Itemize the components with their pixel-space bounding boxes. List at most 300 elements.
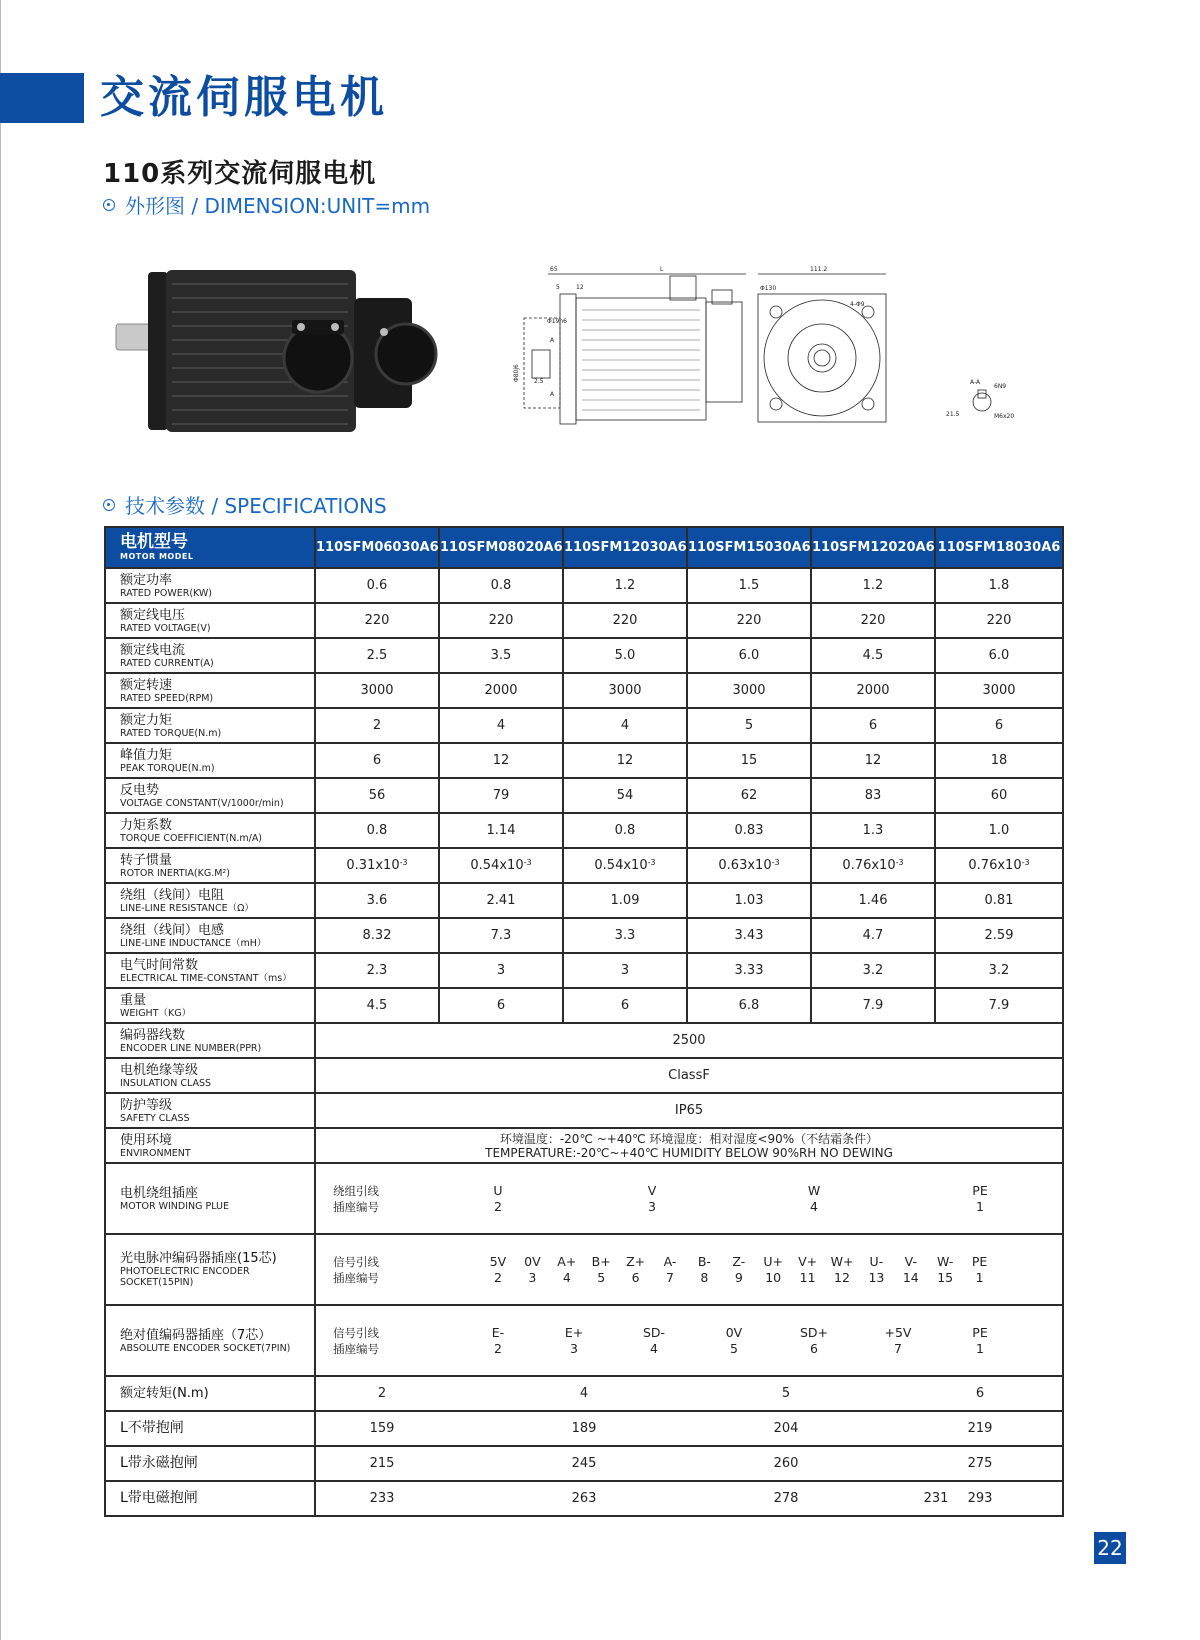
signal-cell: U+ (763, 1254, 783, 1269)
environment-line-cn: 环境温度：-20℃ ~+40℃ 环境湿度：相对湿度<90%（不结霜条件） (499, 1131, 879, 1146)
value-cell: 6 (439, 988, 563, 1023)
signal-cell: W- (937, 1254, 954, 1269)
row-label-en: ENVIRONMENT (120, 1147, 191, 1159)
row-label (105, 813, 315, 848)
value-cell: 220 (811, 603, 935, 638)
value-cell (563, 848, 687, 883)
connector-cell (315, 1163, 1063, 1234)
table-row (105, 708, 1063, 743)
dim-label-5: 5 (556, 284, 560, 291)
value-cell: 6.8 (687, 988, 811, 1023)
signal-cell: E- (491, 1325, 505, 1340)
model-header: 110SFM12030A6 (563, 527, 687, 568)
table-row (105, 813, 1063, 848)
table-row (105, 848, 1063, 883)
value-cell (811, 848, 935, 883)
table-row (105, 988, 1063, 1023)
page-border (0, 0, 1, 1640)
value-cell: 0.6 (315, 568, 439, 603)
row-label-en: PHOTOELECTRIC ENCODER SOCKET(15PIN) (120, 1266, 250, 1288)
table-row (105, 673, 1063, 708)
bullet-circle-icon (103, 199, 115, 211)
series-title: 110系列交流伺服电机 (103, 159, 377, 189)
table-row (105, 1023, 1063, 1058)
pin-cell: 2 (494, 1341, 502, 1356)
dim-label-111-2: 111.2 (810, 266, 828, 273)
signal-cell: B+ (591, 1254, 611, 1269)
connector-grid (316, 1183, 1062, 1215)
row-label (105, 883, 315, 918)
model-header: 110SFM15030A6 (687, 527, 811, 568)
row-label-en: TORQUE COEFFICIENT(N.m/A) (120, 832, 263, 844)
connector-cell (315, 1234, 1063, 1305)
value-span-cell (315, 1481, 1063, 1516)
table-row (105, 638, 1063, 673)
signal-cell: V+ (798, 1254, 818, 1269)
row-label-cn: 绝对值编码器插座（7芯） (120, 1327, 272, 1343)
signal-row-label: 绕组引线 (333, 1183, 379, 1198)
header-label-cell (105, 527, 315, 568)
value-cell: 233 (369, 1491, 395, 1506)
signal-cell: U (493, 1183, 503, 1198)
connector-row (105, 1163, 1063, 1234)
dim-label-A-bottom: A (550, 391, 555, 398)
model-header: 110SFM12020A6 (811, 527, 935, 568)
row-label-cn: 使用环境 (120, 1132, 173, 1148)
value-cell: 12 (439, 743, 563, 778)
table-row (105, 1411, 1063, 1446)
inertia-exponent: -3 (523, 858, 532, 867)
pin-cell: 3 (528, 1270, 537, 1285)
pin-cell: 4 (650, 1341, 658, 1356)
value-cell: 1.8 (935, 568, 1063, 603)
value-cell: 4 (439, 708, 563, 743)
value-cell: 3 (563, 953, 687, 988)
value-cell: 3000 (563, 673, 687, 708)
connector-grid (316, 1325, 1062, 1357)
row-label (105, 743, 315, 778)
value-cell: 1.3 (811, 813, 935, 848)
signal-cell: PE (971, 1254, 988, 1269)
value-cell: 1.5 (687, 568, 811, 603)
row-label (105, 1128, 315, 1163)
table-row (105, 603, 1063, 638)
signal-cell: W+ (830, 1254, 854, 1269)
row-label-cn: 力矩系数 (120, 817, 173, 833)
value-cell: 1.0 (935, 813, 1063, 848)
table-row (105, 1446, 1063, 1481)
value-cell: 1.2 (563, 568, 687, 603)
row-label-en: RATED SPEED(RPM) (120, 692, 214, 704)
value-cell: 3.5 (439, 638, 563, 673)
signal-cell: PE (972, 1183, 988, 1198)
signal-cell: V- (904, 1254, 917, 1269)
dimension-heading-text: 外形图 / DIMENSION:UNIT=mm (125, 194, 431, 218)
value-cell (687, 848, 811, 883)
value-cell: 6 (811, 708, 935, 743)
row-label (105, 1376, 315, 1411)
value-cell: 1.46 (811, 883, 935, 918)
motor-photo (108, 262, 458, 452)
value-cell: 0.8 (563, 813, 687, 848)
value-cell: 2.59 (935, 918, 1063, 953)
signal-cell: 5V (489, 1254, 507, 1269)
value-cell: 275 (967, 1456, 993, 1471)
value-cell: 4.7 (811, 918, 935, 953)
row-label-cn: 电机绝缘等级 (120, 1062, 199, 1078)
row-label-en: ENCODER LINE NUMBER(PPR) (120, 1042, 262, 1054)
row-label-en: RATED TORQUE(N.m) (120, 727, 222, 739)
pin-cell: 7 (894, 1341, 902, 1356)
pin-cell: 5 (730, 1341, 738, 1356)
dim-label-L: L (660, 266, 664, 273)
value-cell: 220 (687, 603, 811, 638)
value-cell: 3.3 (563, 918, 687, 953)
row-label (105, 1023, 315, 1058)
connector-row (105, 1305, 1063, 1376)
row-label-cn: 防护等级 (120, 1097, 173, 1113)
value-cell: 6 (975, 1386, 985, 1401)
value-cell: 3000 (315, 673, 439, 708)
value-cell: 3.2 (935, 953, 1063, 988)
row-label (105, 568, 315, 603)
dim-label-65: 65 (550, 266, 558, 273)
row-label (105, 918, 315, 953)
row-label-cn: 电机绕组插座 (120, 1185, 199, 1201)
value-cell: 6 (315, 743, 439, 778)
signal-cell: W (807, 1183, 821, 1198)
value-cell: 6 (935, 708, 1063, 743)
dim-label-2-5: 2.5 (534, 378, 544, 385)
row-label-cn: 额定转速 (120, 677, 173, 693)
value-cell: 1.14 (439, 813, 563, 848)
pin-cell: 1 (976, 1341, 984, 1356)
pin-cell: 10 (765, 1270, 782, 1285)
row-label (105, 1411, 315, 1446)
row-label-cn: 编码器线数 (120, 1027, 186, 1043)
pin-row (316, 1341, 1062, 1357)
table-row (105, 568, 1063, 603)
row-label-cn: 额定转矩(N.m) (120, 1386, 209, 1401)
value-cell: 5.0 (563, 638, 687, 673)
value-cell: 7.9 (811, 988, 935, 1023)
pin-cell: 3 (570, 1341, 578, 1356)
value-cell: 189 (571, 1421, 597, 1436)
pin-cell: 3 (648, 1199, 656, 1214)
pin-cell: 6 (631, 1270, 640, 1285)
row-label-cn: 额定力矩 (120, 712, 173, 728)
value-cell: 245 (571, 1456, 597, 1471)
row-label-en: RATED CURRENT(A) (120, 657, 214, 669)
connector-row (105, 1234, 1063, 1305)
dim-label-6n9: 6N9 (994, 383, 1007, 390)
row-label (105, 1163, 315, 1234)
signal-cell: SD+ (799, 1325, 829, 1340)
row-label-en: MOTOR WINDING PLUE (120, 1200, 229, 1212)
table-row (105, 953, 1063, 988)
table-row (105, 1128, 1063, 1163)
pin-cell: 1 (975, 1270, 984, 1285)
value-cell: 60 (935, 778, 1063, 813)
connector-cell (315, 1305, 1063, 1376)
pin-row-label: 插座编号 (333, 1270, 379, 1285)
row-label-en: ELECTRICAL TIME-CONSTANT（ms） (120, 972, 292, 984)
row-label-cn: 电气时间常数 (120, 957, 199, 973)
table-header-row (105, 527, 1063, 568)
value-cell: 159 (369, 1421, 395, 1436)
value-cell: 4 (579, 1386, 589, 1401)
pin-cell: 15 (937, 1270, 954, 1285)
row-label-en: INSULATION CLASS (120, 1077, 212, 1089)
value-cell: 231 (923, 1491, 949, 1506)
row-label-cn: L带永磁抱闸 (120, 1455, 198, 1471)
model-header: 110SFM06030A6 (315, 527, 439, 568)
row-label (105, 673, 315, 708)
row-label (105, 1481, 315, 1516)
value-cell: 0.8 (439, 568, 563, 603)
value-cell: 3.43 (687, 918, 811, 953)
dim-label-phi80: Φ80j6 (513, 364, 520, 382)
signal-cell: 0V (725, 1325, 743, 1340)
value-cell: 18 (935, 743, 1063, 778)
row-label (105, 1446, 315, 1481)
row-label-cn: 额定功率 (120, 572, 173, 588)
value-cell: 8.32 (315, 918, 439, 953)
value-cell: 12 (811, 743, 935, 778)
value-cell: 220 (563, 603, 687, 638)
connector-grid (316, 1254, 1062, 1286)
value-cell: 3.6 (315, 883, 439, 918)
value-cell: 220 (935, 603, 1063, 638)
row-label-en: SAFETY CLASS (120, 1112, 190, 1124)
row-label-en: PEAK TORQUE(N.m) (120, 762, 215, 774)
pin-row-label: 插座编号 (333, 1341, 379, 1356)
value-cell: 3 (439, 953, 563, 988)
value-cell (439, 848, 563, 883)
dim-label-12: 12 (576, 284, 584, 291)
pin-cell: 12 (834, 1270, 850, 1285)
row-label (105, 603, 315, 638)
pin-cell: 2 (494, 1199, 502, 1214)
table-row (105, 778, 1063, 813)
value-cell: 3000 (687, 673, 811, 708)
row-label-cn: 额定线电流 (120, 642, 186, 658)
value-cell: 54 (563, 778, 687, 813)
value-cell: 2.5 (315, 638, 439, 673)
spec-table (104, 526, 1064, 1517)
row-label (105, 848, 315, 883)
pin-row (316, 1199, 1062, 1215)
row-label (105, 778, 315, 813)
inertia-value: 0.76x10 (968, 858, 1022, 873)
value-cell: 5 (781, 1386, 791, 1401)
value-span-cell (315, 1446, 1063, 1481)
row-label (105, 1093, 315, 1128)
inertia-value: 0.54x10 (470, 858, 524, 873)
row-label-cn: 绕组（线间）电感 (120, 922, 225, 938)
row-label-en: RATED POWER(KW) (120, 587, 213, 599)
row-label-en: LINE-LINE RESISTANCE（Ω） (120, 902, 254, 914)
dimension-heading (103, 190, 430, 219)
value-cell: 3.33 (687, 953, 811, 988)
pin-cell: 2 (494, 1270, 502, 1285)
value-cell: 220 (315, 603, 439, 638)
signal-cell: E+ (564, 1325, 584, 1340)
value-cell (935, 848, 1063, 883)
row-label-cn: 峰值力矩 (120, 747, 173, 763)
inertia-exponent: -3 (771, 858, 780, 867)
value-cell: 3.2 (811, 953, 935, 988)
dimension-drawing (513, 266, 1040, 447)
row-label-cn: 转子惯量 (120, 852, 173, 868)
model-header: 110SFM08020A6 (439, 527, 563, 568)
value-cell: 6.0 (687, 638, 811, 673)
page-title: 交流伺服电机 (100, 72, 388, 123)
row-label-cn: 反电势 (120, 782, 160, 798)
value-cell: 2000 (439, 673, 563, 708)
dim-label-phi19: Φ19h6 (547, 318, 567, 325)
pin-cell: 14 (902, 1270, 919, 1285)
pin-cell: 11 (799, 1270, 816, 1285)
row-label-cn: 额定线电压 (120, 607, 186, 623)
value-span-cell (315, 1411, 1063, 1446)
row-label-en: ROTOR INERTIA(KG.M²) (120, 867, 230, 879)
row-label-cn: L带电磁抱闸 (120, 1490, 198, 1506)
row-label (105, 1058, 315, 1093)
signal-cell: A- (663, 1254, 677, 1269)
dim-label-4phi9: 4-Φ9 (850, 301, 865, 308)
value-cell: 2 (315, 708, 439, 743)
pin-cell: 1 (976, 1199, 984, 1214)
signal-cell: B- (697, 1254, 711, 1269)
value-cell: 4 (563, 708, 687, 743)
row-label (105, 1305, 315, 1376)
row-label-en: ABSOLUTE ENCODER SOCKET(7PIN) (120, 1342, 291, 1354)
value-cell: 2.3 (315, 953, 439, 988)
row-label (105, 953, 315, 988)
environment-line-en: TEMPERATURE:-20℃~+40℃ HUMIDITY BELOW 90%RH NO DEWING (485, 1145, 893, 1160)
table-row (105, 918, 1063, 953)
value-cell: 3000 (935, 673, 1063, 708)
dim-label-AA: A-A (970, 379, 981, 386)
dim-label-phi130: Φ130 (760, 285, 777, 292)
value-cell: 7.9 (935, 988, 1063, 1023)
dim-label-m6: M6x20 (994, 413, 1015, 420)
value-cell: 293 (967, 1491, 993, 1506)
signal-cell: +5V (884, 1325, 912, 1340)
value-cell: 2000 (811, 673, 935, 708)
spec-heading (103, 490, 387, 519)
inertia-exponent: -3 (647, 858, 656, 867)
value-cell: ClassF (315, 1058, 1063, 1093)
row-label-cn: 重量 (120, 992, 147, 1008)
row-label-en: VOLTAGE CONSTANT(V/1000r/min) (120, 797, 284, 809)
spec-table-body (105, 527, 1063, 1516)
row-label-cn: 绕组（线间）电阻 (120, 887, 225, 903)
value-cell (315, 848, 439, 883)
value-cell: 215 (369, 1456, 395, 1471)
signal-cell: Z+ (626, 1254, 646, 1269)
value-cell: 0.83 (687, 813, 811, 848)
bullet-circle-icon (103, 499, 115, 511)
pin-cell: 4 (810, 1199, 818, 1214)
header-label-cn: 电机型号 (120, 532, 188, 552)
value-span-cell (315, 1376, 1063, 1411)
row-label (105, 638, 315, 673)
value-cell: 62 (687, 778, 811, 813)
signal-row (316, 1254, 1062, 1270)
signal-row (316, 1325, 1062, 1341)
pin-cell: 13 (868, 1270, 885, 1285)
pin-row-label: 插座编号 (333, 1199, 379, 1214)
value-cell: 79 (439, 778, 563, 813)
value-cell: 0.81 (935, 883, 1063, 918)
value-cell: 1.2 (811, 568, 935, 603)
value-cell: 56 (315, 778, 439, 813)
pin-cell: 6 (810, 1341, 818, 1356)
dim-label-A-top: A (550, 337, 555, 344)
row-label-en: RATED VOLTAGE(V) (120, 622, 211, 634)
value-cell: 6.0 (935, 638, 1063, 673)
value-cell: 4.5 (811, 638, 935, 673)
row-label-en: LINE-LINE INDUCTANCE（mH） (120, 937, 267, 949)
signal-cell: PE (972, 1325, 988, 1340)
value-cell: 4.5 (315, 988, 439, 1023)
page-number: 22 (1094, 1532, 1126, 1564)
value-cell: IP65 (315, 1093, 1063, 1128)
pin-cell: 5 (597, 1270, 606, 1285)
value-cell: 12 (563, 743, 687, 778)
signal-cell: SD- (642, 1325, 666, 1340)
table-row (105, 1093, 1063, 1128)
inertia-exponent: -3 (399, 858, 408, 867)
row-label-cn: L不带抱闸 (120, 1420, 184, 1436)
value-cell: 220 (439, 603, 563, 638)
inertia-value: 0.63x10 (718, 858, 772, 873)
value-cell: 6 (563, 988, 687, 1023)
value-cell: 5 (687, 708, 811, 743)
pin-cell: 4 (562, 1270, 571, 1285)
table-row (105, 883, 1063, 918)
value-cell: 263 (571, 1491, 597, 1506)
model-header: 110SFM18030A6 (935, 527, 1063, 568)
spec-heading-text: 技术参数 / SPECIFICATIONS (125, 494, 387, 518)
inertia-exponent: -3 (1021, 858, 1030, 867)
environment-cell (315, 1128, 1063, 1163)
value-cell: 83 (811, 778, 935, 813)
row-label-en: WEIGHT（KG） (120, 1007, 192, 1019)
signal-cell: A+ (557, 1254, 577, 1269)
value-cell: 2.41 (439, 883, 563, 918)
inertia-value: 0.31x10 (346, 858, 400, 873)
pin-cell: 8 (700, 1270, 709, 1285)
value-cell: 1.03 (687, 883, 811, 918)
signal-cell: Z- (732, 1254, 746, 1269)
signal-cell: U- (869, 1254, 884, 1269)
table-row (105, 1058, 1063, 1093)
dim-label-21-5: 21.5 (946, 411, 960, 418)
row-label (105, 1234, 315, 1305)
value-cell: 15 (687, 743, 811, 778)
signal-cell: 0V (524, 1254, 541, 1269)
value-cell: 0.8 (315, 813, 439, 848)
row-label (105, 988, 315, 1023)
value-cell: 278 (773, 1491, 799, 1506)
value-cell: 260 (773, 1456, 799, 1471)
table-row (105, 743, 1063, 778)
inertia-value: 0.54x10 (594, 858, 648, 873)
value-cell: 7.3 (439, 918, 563, 953)
